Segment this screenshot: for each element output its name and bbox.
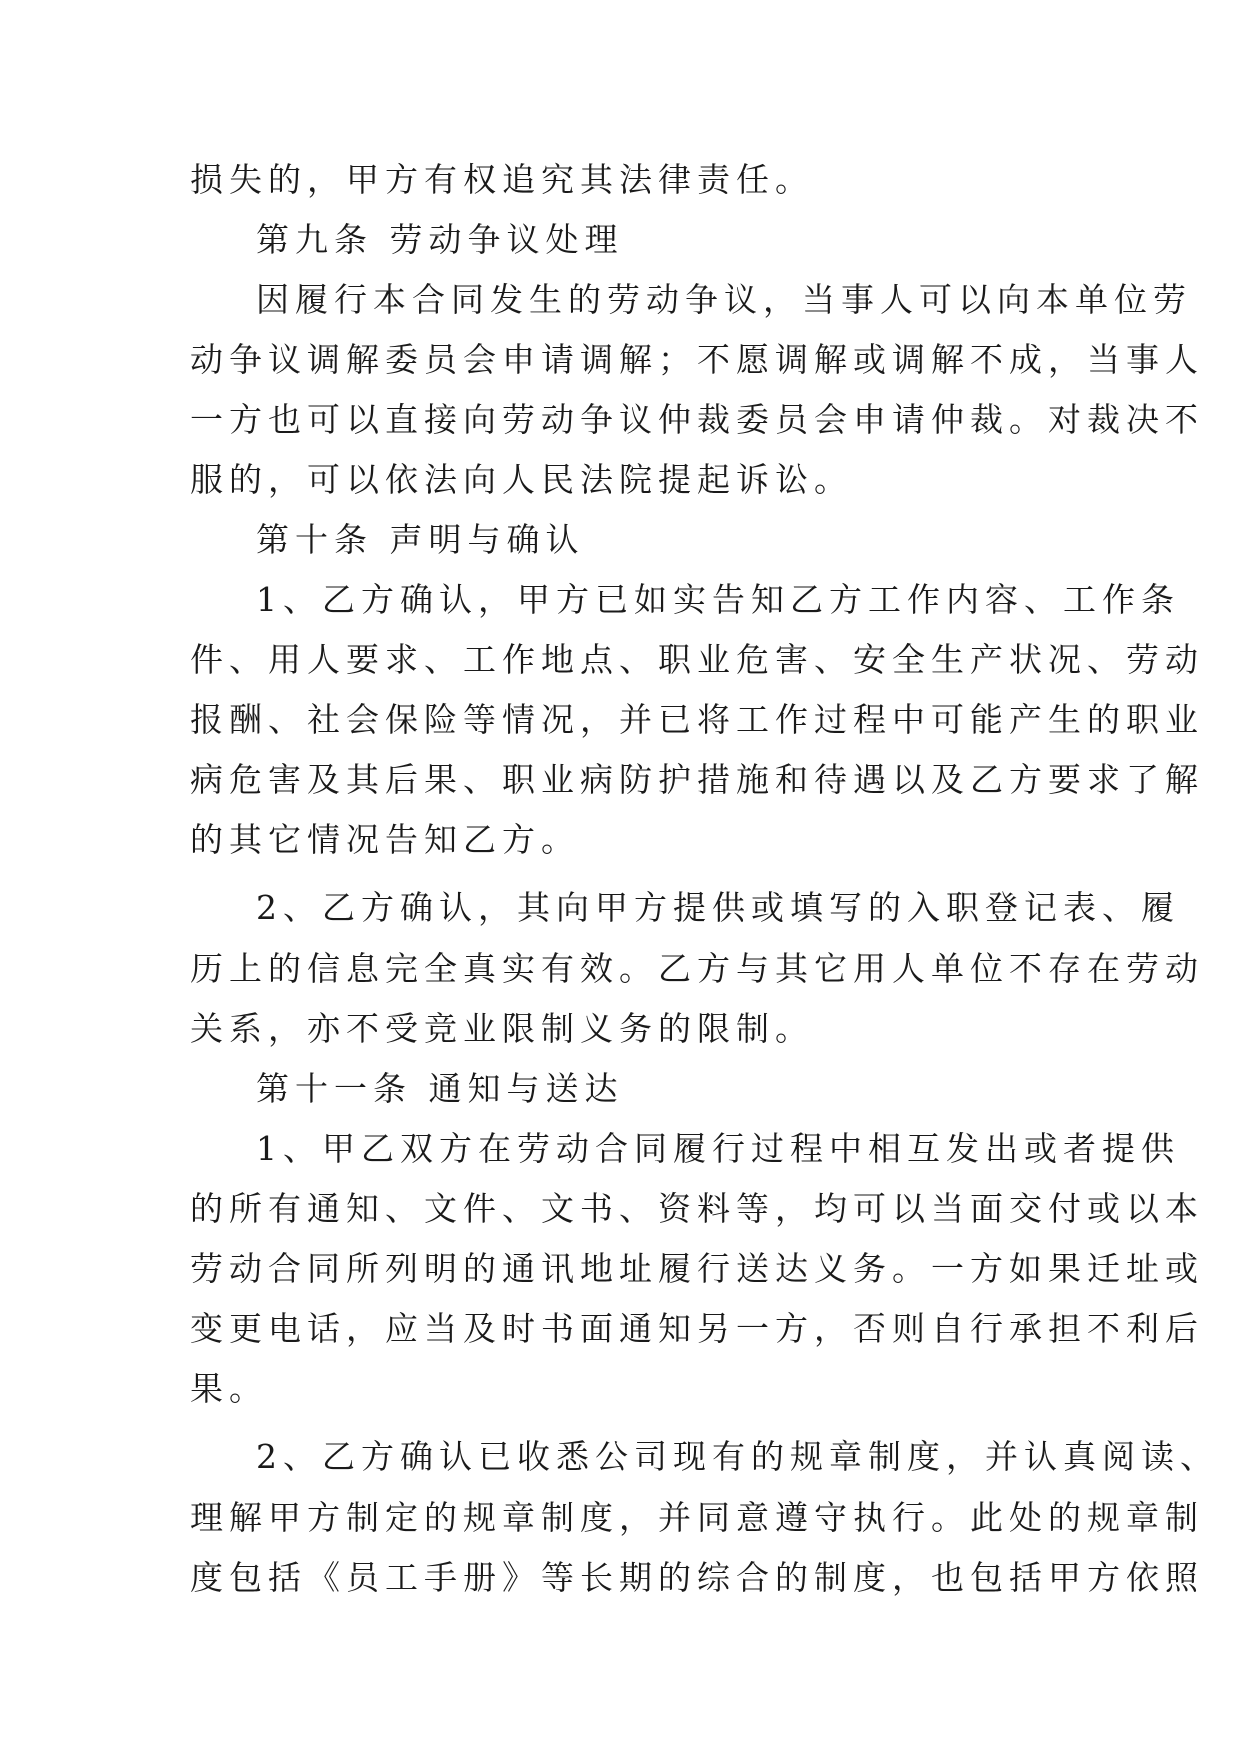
text-line: 的所有通知、文件、文书、资料等，均可以当面交付或以本 <box>190 1189 1204 1228</box>
article-9-paragraph <box>190 270 1204 510</box>
text-line: 2、乙方确认，其向甲方提供或填写的入职登记表、履 <box>256 888 1180 927</box>
article-11-item-2 <box>190 1419 1219 1608</box>
document-page <box>190 150 1219 1608</box>
text-line: 度包括《员工手册》等长期的综合的制度，也包括甲方依照 <box>190 1558 1204 1597</box>
text-line: 服的，可以依法向人民法院提起诉讼。 <box>190 460 853 499</box>
article-10-heading <box>190 510 1050 570</box>
section-heading: 第十一条 通知与送达 <box>256 1069 624 1108</box>
article-11-item-1 <box>190 1119 1204 1419</box>
text-line: 1、乙方确认，甲方已如实告知乙方工作内容、工作条 <box>256 580 1180 619</box>
text-line: 历上的信息完全真实有效。乙方与其它用人单位不存在劳动 <box>190 949 1204 988</box>
section-heading: 第九条 劳动争议处理 <box>256 220 624 259</box>
text-line: 1、甲乙双方在劳动合同履行过程中相互发出或者提供 <box>256 1129 1180 1168</box>
text-line: 一方也可以直接向劳动争议仲裁委员会申请仲裁。对裁决不 <box>190 400 1204 439</box>
text-line: 动争议调解委员会申请调解；不愿调解或调解不成，当事人 <box>190 340 1204 379</box>
text-line: 变更电话，应当及时书面通知另一方，否则自行承担不利后 <box>190 1309 1204 1348</box>
section-heading: 第十条 声明与确认 <box>256 520 585 559</box>
article-11-heading <box>190 1059 1050 1119</box>
paragraph-continued <box>190 150 1050 210</box>
text-line: 理解甲方制定的规章制度，并同意遵守执行。此处的规章制 <box>190 1498 1204 1537</box>
article-10-item-2 <box>190 870 1204 1059</box>
article-10-item-1 <box>190 570 1204 870</box>
text-line: 2、乙方确认已收悉公司现有的规章制度，并认真阅读、 <box>256 1437 1219 1476</box>
text-line: 病危害及其后果、职业病防护措施和待遇以及乙方要求了解 <box>190 760 1204 799</box>
article-9-heading <box>190 210 1050 270</box>
text-line: 件、用人要求、工作地点、职业危害、安全生产状况、劳动 <box>190 640 1204 679</box>
text-line: 因履行本合同发生的劳动争议，当事人可以向本单位劳 <box>256 280 1192 319</box>
text-line: 果。 <box>190 1369 268 1408</box>
text-line: 劳动合同所列明的通讯地址履行送达义务。一方如果迁址或 <box>190 1249 1204 1288</box>
text-line: 的其它情况告知乙方。 <box>190 820 580 859</box>
text-line: 报酬、社会保险等情况，并已将工作过程中可能产生的职业 <box>190 700 1204 739</box>
text-line: 关系，亦不受竞业限制义务的限制。 <box>190 1009 814 1048</box>
text-line: 损失的，甲方有权追究其法律责任。 <box>190 160 814 199</box>
